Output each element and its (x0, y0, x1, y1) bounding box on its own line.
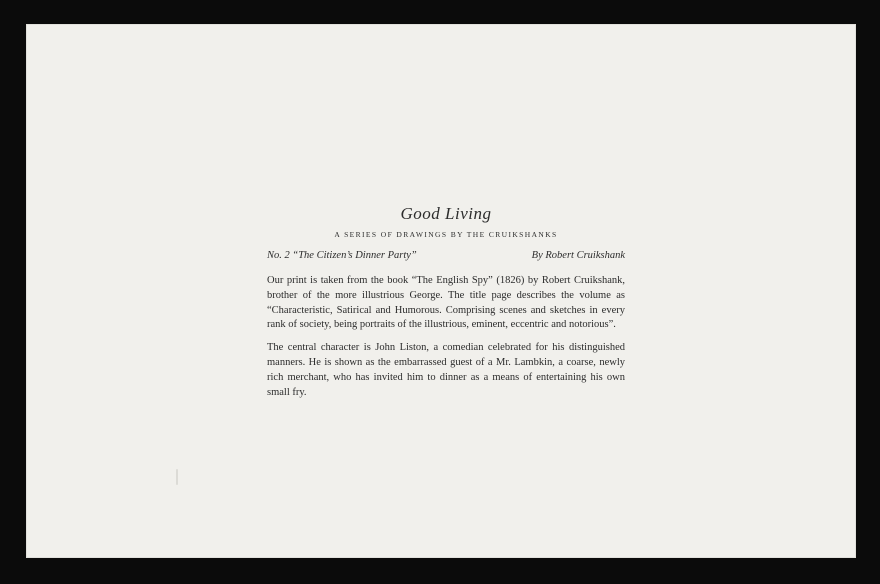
print-author: By Robert Cruikshank (531, 250, 625, 261)
card-title: Good Living (400, 204, 492, 223)
paragraph-1: Our print is taken from the book “The English Spy” (1826) by Robert Cruikshank, brother of the more illustrious George. The title page describes the volume as “Characteristic, Satirical and Humorous. Comprising scenes and sketches in every rank of society, being portraits of the illustrious, eminent, eccentric and notorious”. (267, 275, 625, 331)
card-text-block (267, 204, 625, 408)
print-number-title: No. 2 “The Citizen’s Dinner Party” (267, 250, 417, 261)
paragraph-2: The central character is John Liston, a comedian celebrated for his distinguished manners. He is shown as the embarrassed guest of a Mr. Lambkin, a coarse, newly rich merchant, who has invited him to dinner as a means of entertaining his own small fry. (267, 342, 625, 398)
print-meta-line (267, 249, 625, 263)
printed-card (26, 24, 856, 558)
card-subtitle: A SERIES OF DRAWINGS BY THE CRUIKSHANKS (334, 230, 558, 239)
paper-mark (176, 469, 178, 485)
